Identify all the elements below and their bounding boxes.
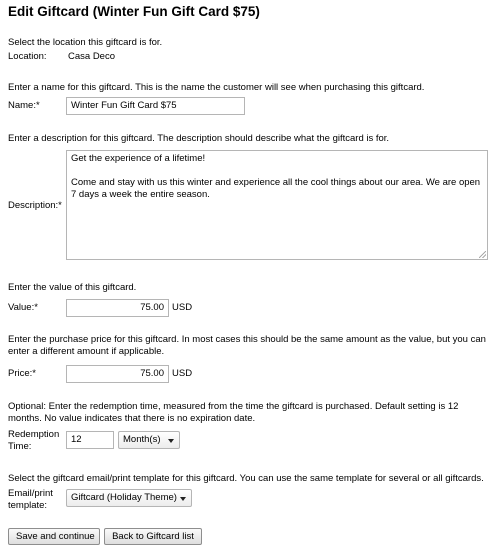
value-currency: USD bbox=[172, 302, 193, 313]
location-label: Location: bbox=[8, 51, 47, 62]
template-instruction: Select the giftcard email/print template for this giftcard. You can use the same template for several or all giftcards. bbox=[8, 473, 484, 484]
save-and-continue-button[interactable]: Save and continue bbox=[8, 528, 100, 545]
description-label: Description:* bbox=[8, 200, 62, 211]
value-label: Value:* bbox=[8, 302, 38, 313]
location-value: Casa Deco bbox=[68, 51, 115, 62]
value-input[interactable]: 75.00 bbox=[66, 299, 169, 317]
name-instruction: Enter a name for this giftcard. This is the name the customer will see when purchasing this giftcard. bbox=[8, 82, 425, 93]
template-selected-value: Giftcard (Holiday Theme) bbox=[71, 492, 177, 503]
back-to-giftcard-list-button[interactable]: Back to Giftcard list bbox=[104, 528, 202, 545]
page-title: Edit Giftcard (Winter Fun Gift Card $75) bbox=[8, 4, 260, 19]
redemption-unit-select[interactable] bbox=[118, 431, 180, 449]
location-instruction: Select the location this giftcard is for. bbox=[8, 37, 163, 48]
name-label: Name:* bbox=[8, 100, 40, 111]
description-textarea[interactable] bbox=[66, 150, 488, 260]
chevron-down-icon bbox=[180, 497, 186, 501]
price-input[interactable]: 75.00 bbox=[66, 365, 169, 383]
value-instruction: Enter the value of this giftcard. bbox=[8, 282, 137, 293]
price-label: Price:* bbox=[8, 368, 36, 379]
resize-grip-icon[interactable] bbox=[479, 251, 486, 258]
template-select[interactable] bbox=[66, 489, 192, 507]
redemption-unit-value: Month(s) bbox=[123, 434, 161, 445]
redemption-label-line2: Time: bbox=[8, 441, 32, 452]
name-input[interactable]: Winter Fun Gift Card $75 bbox=[66, 97, 245, 115]
redemption-time-input[interactable]: 12 bbox=[66, 431, 114, 449]
description-line2: Come and stay with us this winter and experience all the cool things about our area. We are open 7 days a week the entire season. bbox=[71, 177, 481, 200]
description-instruction: Enter a description for this giftcard. The description should describe what the giftcard is for. bbox=[8, 133, 390, 144]
price-currency: USD bbox=[172, 368, 193, 379]
redemption-instruction: Optional: Enter the redemption time, measured from the time the giftcard is purchased. Default setting is 12 months. No value indicates that there is no expiration date. bbox=[8, 401, 459, 424]
template-label-line1: Email/print bbox=[8, 488, 53, 499]
template-label-line2: template: bbox=[8, 500, 48, 511]
price-instruction: Enter the purchase price for this giftcard. In most cases this should be the same amount as the value, but you can enter a different amount if applicable. bbox=[8, 334, 486, 357]
description-line1: Get the experience of a lifetime! bbox=[71, 153, 206, 164]
chevron-down-icon bbox=[168, 439, 174, 443]
redemption-label-line1: Redemption bbox=[8, 429, 60, 440]
